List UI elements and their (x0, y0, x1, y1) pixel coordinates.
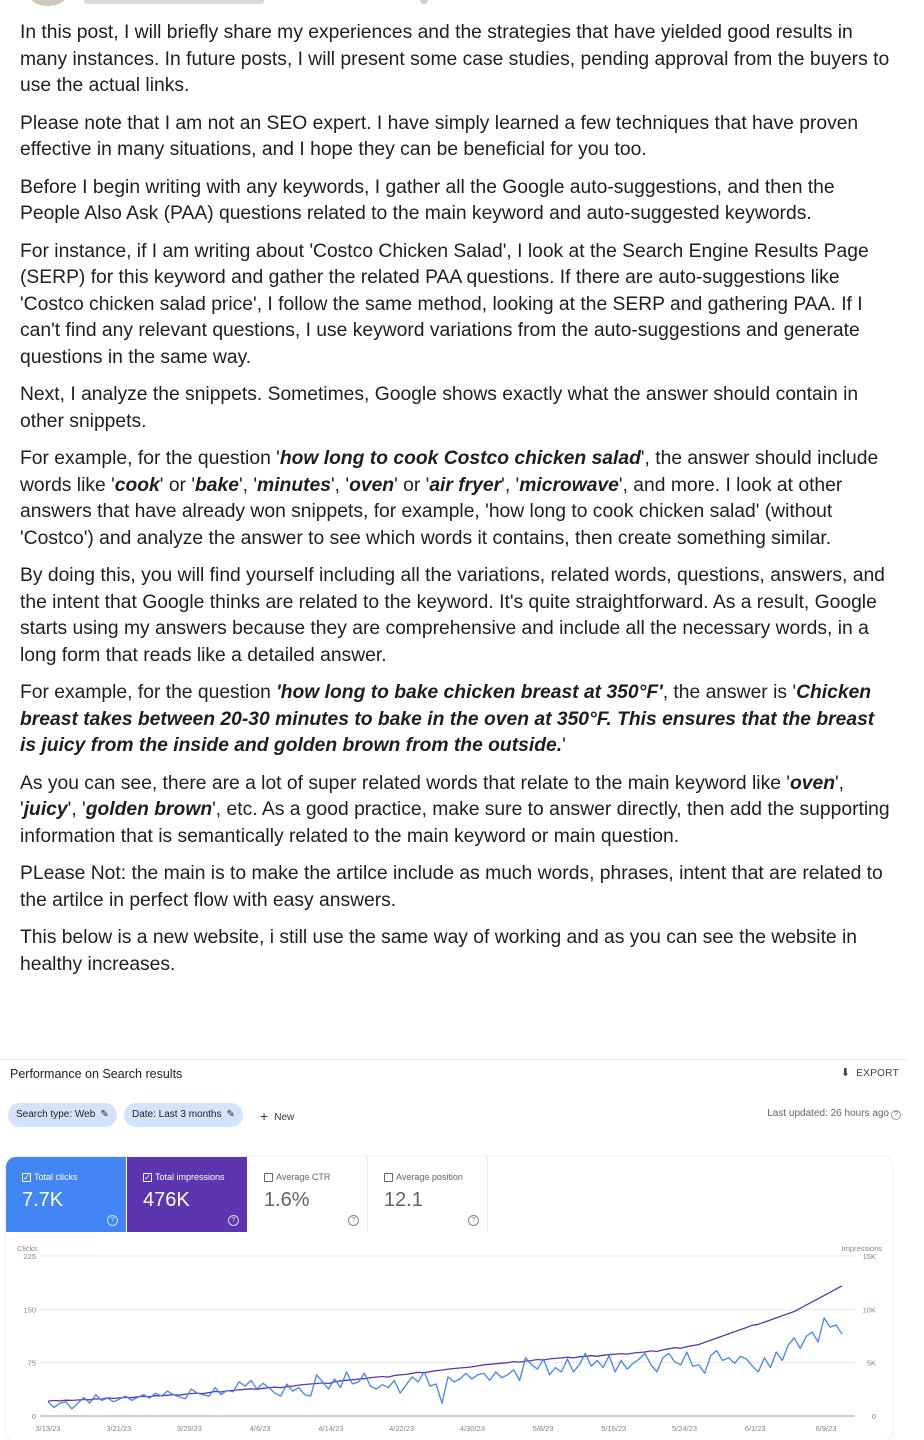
chip-label: Date: Last 3 months (132, 1109, 222, 1120)
x-tick-label: 5/8/23 (532, 1424, 554, 1433)
text-run: ' (562, 735, 566, 756)
left-tick-label: 225 (23, 1252, 36, 1261)
x-tick-label: 4/22/23 (389, 1424, 415, 1433)
performance-line-chart (0, 1240, 907, 1440)
metric-average-ctr[interactable] (248, 1157, 368, 1232)
text-run: ', ' (238, 474, 258, 496)
text-run: By doing this, you will find yourself including all the variations, related words, questions, answers, and the intent that Google thinks are related to the keyword. It's quite straightforward. As a result, Google starts using my answers because they are comprehensive and include all the necessary words, in a long form that reads like a detailed answer. (20, 565, 885, 666)
search-type-filter-chip[interactable] (8, 1103, 117, 1127)
text-run: Before I begin writing with any keywords, I gather all the Google auto-suggestions, and then the People Also Ask (PAA) questions related to the main keyword and auto-suggested keywords. (20, 176, 835, 224)
x-tick-label: 3/21/23 (106, 1424, 132, 1433)
emphasized-text: oven (349, 474, 395, 496)
edit-pencil-icon: ✎ (226, 1109, 235, 1120)
text-run: Next, I analyze the snippets. Sometimes, Google shows exactly what the answer should contain in other snippets. (20, 384, 859, 432)
checkbox-checked-icon[interactable]: ✓ (23, 1172, 30, 1182)
post-paragraph (20, 239, 890, 372)
post-paragraph (20, 175, 890, 228)
emphasized-text: air fryer (429, 474, 502, 496)
emphasized-text: how long to cook Costco chicken salad (279, 448, 641, 469)
avatar[interactable] (30, 0, 66, 6)
metric-label: Average position (396, 1172, 463, 1182)
series-line-impressions (48, 1286, 842, 1401)
text-run: , the answer is ' (662, 682, 797, 703)
text-run: ' or ' (394, 474, 430, 496)
right-tick-label: 0 (871, 1412, 876, 1421)
x-tick-label: 6/9/23 (815, 1424, 837, 1433)
emphasized-text: bake (195, 474, 239, 496)
text-run: ', ' (330, 474, 350, 496)
text-run: ', ' (67, 799, 86, 820)
panel-title: Performance on Search results (10, 1067, 183, 1081)
search-console-performance-panel (0, 1059, 907, 1440)
x-tick-label: 4/30/23 (459, 1424, 485, 1433)
text-run: This below is a new website, i still use the same way of working and as you can see the website in healthy increases. (20, 927, 858, 975)
text-run: PLease Not: the main is to make the artilce include as much words, phrases, intent that are related to the artilce in perfect flow with easy answers. (20, 863, 883, 911)
edit-pencil-icon: ✎ (100, 1109, 109, 1120)
text-run: ', and more. I look at other answers that have already won snippets, for example, 'how long to cook chicken salad' (without 'Costco') and analyze the answer to see which words it contains, then create something similar. (20, 474, 843, 549)
export-label: EXPORT (856, 1068, 899, 1079)
text-run: ', the answer should include words like ' (20, 448, 879, 496)
last-updated-text (767, 1108, 901, 1120)
help-icon[interactable]: ? (228, 1215, 239, 1226)
checkbox-unchecked-icon[interactable] (384, 1173, 393, 1182)
emphasized-text: golden brown (85, 799, 213, 820)
plus-icon: + (260, 1108, 269, 1124)
date-filter-chip[interactable] (124, 1103, 243, 1127)
last-updated-label: Last updated: 26 hours ago (767, 1108, 889, 1119)
post-paragraph (20, 111, 890, 164)
text-run: ', ' (501, 474, 520, 496)
text-run: For instance, if I am writing about 'Costco Chicken Salad', I look at the Search Engine Results Page (SERP) for this keyword and gather the related PAA questions. If there are auto-suggestions like 'Costco chicken salad price', I follow the same method, looking at the SERP and gathering PAA. If I can't find any relevant questions, I use keyword variations from the auto-suggestions and generate questions in the same way. (20, 240, 869, 368)
x-tick-label: 3/29/23 (176, 1424, 202, 1433)
text-run: Please note that I am not an SEO expert. I have simply learned a few techniques that have proven effective in many situations, and I hope they can be beneficial for you too. (20, 112, 859, 160)
post-paragraph (20, 382, 890, 435)
emphasized-text: oven (789, 772, 835, 794)
post-header-fragment (0, 0, 924, 8)
metric-value: 7.7K (22, 1189, 64, 1211)
right-tick-label: 10K (862, 1305, 876, 1315)
text-run: For example, for the question (20, 682, 277, 703)
separator-dot (420, 0, 428, 4)
x-tick-label: 4/14/23 (318, 1424, 344, 1433)
text-run: ', etc. As a good practice, make sure to answer directly, then add the supporting information that is semantically related to the main keyword or main question. (20, 799, 890, 847)
post-paragraph (20, 20, 890, 100)
author-name-redacted (84, 0, 264, 4)
new-filter-button[interactable] (260, 1108, 294, 1124)
emphasized-text: microwave (519, 474, 619, 496)
chip-label: Search type: Web (16, 1109, 96, 1120)
text-run: ' or ' (159, 474, 196, 496)
post-paragraph (20, 563, 890, 669)
export-button[interactable] (841, 1066, 899, 1079)
text-run: ', ' (20, 772, 845, 820)
emphasized-text: juicy (23, 799, 68, 820)
metric-total-clicks[interactable] (6, 1157, 126, 1232)
post-paragraph (20, 446, 890, 552)
post-paragraph (20, 861, 890, 914)
left-axis-title: Clicks (17, 1244, 37, 1253)
left-tick-label: 75 (27, 1358, 36, 1368)
metric-total-impressions[interactable] (127, 1157, 247, 1232)
right-tick-label: 5K (866, 1358, 876, 1368)
emphasized-text: cook (114, 474, 160, 496)
post-paragraph (20, 925, 890, 978)
x-tick-label: 6/1/23 (744, 1424, 766, 1433)
metric-average-position[interactable] (368, 1157, 488, 1232)
help-icon[interactable]: ? (348, 1215, 359, 1226)
post-paragraph (20, 680, 890, 760)
post-paragraph (20, 771, 890, 851)
emphasized-text: 'how long to bake chicken breast at 350°F' (276, 682, 663, 703)
help-icon[interactable]: ? (891, 1110, 901, 1120)
metric-value: 1.6% (264, 1189, 310, 1211)
metric-label: Average CTR (276, 1172, 331, 1182)
left-tick-label: 150 (23, 1305, 36, 1315)
emphasized-text: Chicken breast takes between 20-30 minutes to bake in the oven at 350°F. This ensures that the breast is juicy from the inside and golden brown from the outside. (20, 682, 875, 756)
download-icon: ⬇ (840, 1067, 851, 1079)
help-icon[interactable]: ? (468, 1215, 479, 1226)
metric-value: 476K (143, 1189, 190, 1211)
post-body (20, 20, 890, 989)
right-axis-title: Impressions (841, 1244, 882, 1253)
x-tick-label: 4/6/23 (249, 1424, 271, 1433)
x-tick-label: 5/24/23 (672, 1424, 698, 1433)
checkbox-checked-icon[interactable]: ✓ (144, 1172, 151, 1182)
help-icon[interactable]: ? (107, 1215, 118, 1226)
text-run: As you can see, there are a lot of super related words that relate to the main keyword like ' (20, 772, 790, 794)
metric-value: 12.1 (384, 1189, 423, 1211)
right-tick-label: 15K (862, 1252, 876, 1261)
left-tick-label: 0 (31, 1412, 36, 1421)
metric-label: Total impressions (155, 1172, 225, 1182)
metric-label: Total clicks (34, 1172, 78, 1182)
text-run: For example, for the question ' (20, 448, 280, 469)
text-run: In this post, I will briefly share my experiences and the strategies that have yielded good results in many instances. In future posts, I will present some case studies, pending approval from the buyers to use the actual links. (20, 22, 890, 96)
x-tick-label: 3/13/23 (35, 1424, 61, 1433)
emphasized-text: minutes (257, 474, 331, 496)
new-label: New (274, 1112, 295, 1123)
checkbox-unchecked-icon[interactable] (264, 1173, 273, 1182)
x-tick-label: 5/16/23 (601, 1424, 627, 1433)
